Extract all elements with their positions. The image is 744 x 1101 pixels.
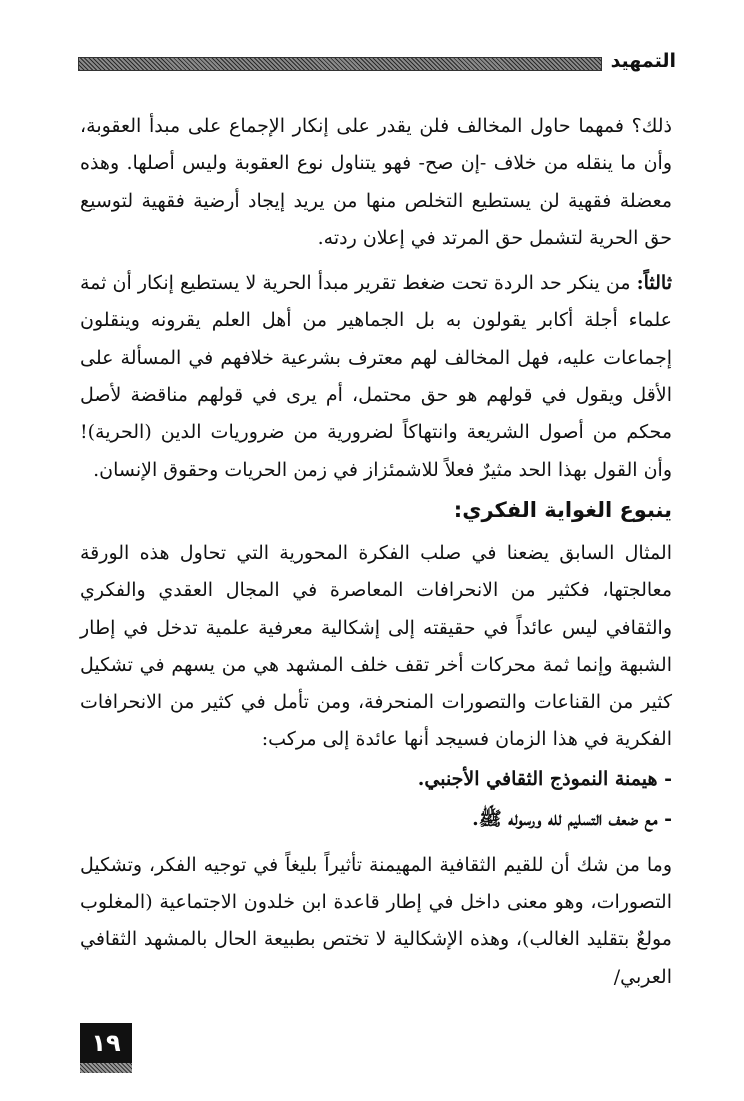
list-item-1-text: - هيمنة النموذج الثقافي الأجنبي. xyxy=(417,767,672,790)
list-item-2-text: - مع ضعف التسليم لله ورسوله ﷺ. xyxy=(472,807,672,830)
paragraph-2-text: من ينكر حد الردة تحت ضغط تقرير مبدأ الحرية لا يستطيع إنكار أن ثمة علماء أجلة أكابر يقولون به بل الجماهير من أهل العلم يقرونه وينقلون إجماعات عليه، فهل المخالف لهم معترف بشرعية خلافهم في المسألة على الأقل ويقول في قولهم هو حق محتمل، أم يرى في قولهم مناقضة لأصل محكم من أصول الشريعة وانتهاكاً لضرورية من ضروريات الدين (الحرية)! وأن القول بهذا الحد مثيرٌ فعلاً للاشمئزاز في زمن الحريات وحقوق الإنسان. xyxy=(80,272,672,481)
paragraph-1: ذلك؟ فمهما حاول المخالف فلن يقدر على إنكار الإجماع على مبدأ العقوبة، وأن ما ينقله من خلاف -إن صح- فهو يتناول نوع العقوبة وليس أصلها. وهذه معضلة فقهية لن يستطيع التخلص منها من يريد إيجاد أرضية فقهية لتوسيع حق الحرية لتشمل حق المرتد في إعلان ردته. xyxy=(80,115,672,249)
page-body xyxy=(80,108,672,996)
chapter-title: التمهيد xyxy=(610,50,676,72)
header-decorative-bar xyxy=(78,57,602,71)
page-number: ١٩ xyxy=(80,1023,132,1063)
paragraph-4: وما من شك أن للقيم الثقافية المهيمنة تأثيراً بليغاً في توجيه الفكر، وتشكيل التصورات، وهو معنى داخل في إطار قاعدة ابن خلدون الاجتماعية (المغلوب مولعٌ بتقليد الغالب)، وهذه الإشكالية لا تختص بطبيعة الحال بالمشهد الثقافي العربي/ xyxy=(80,853,672,988)
paragraph-3: المثال السابق يضعنا في صلب الفكرة المحورية التي تحاول هذه الورقة معالجتها، فكثير من الانحرافات المعاصرة في المجال العقدي والفكري والثقافي ليس عائداً في حقيقته إلى إشكالية معرفية علمية تدخل في إطار الشبهة وإنما ثمة محركات أخر تقف خلف المشهد هي من يسهم في تشكيل كثير من القناعات والتصورات المنحرفة، ومن تأمل في كثير من الانحرافات الفكرية في هذا الزمان فسيجد أنها عائدة إلى مركب: xyxy=(80,541,672,751)
paragraph-spacer xyxy=(80,839,672,847)
section-heading: ينبوع الغواية الفكري: xyxy=(453,497,672,522)
paragraph-2 xyxy=(80,265,672,489)
paragraph-2-lead: ثالثاً: xyxy=(636,272,672,295)
list-item-2 xyxy=(80,799,672,839)
page-number-decoration xyxy=(80,1063,132,1073)
running-header xyxy=(78,52,678,76)
paragraph-spacer xyxy=(80,257,672,265)
list-item-1 xyxy=(80,759,672,799)
